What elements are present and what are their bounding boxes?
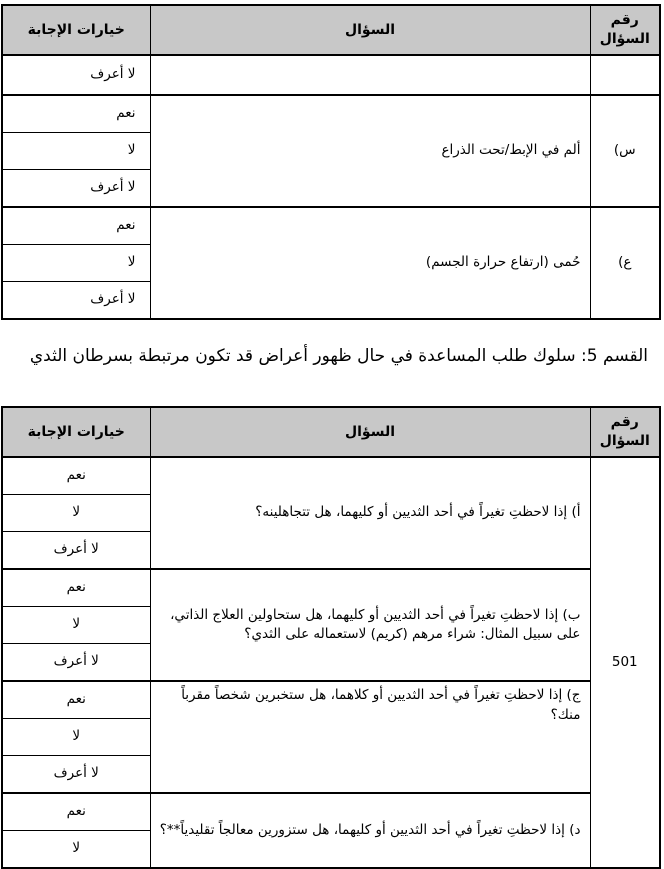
table-row [2,569,660,607]
answer-cell: نعم [2,681,150,719]
answer-cell: لا [2,245,150,282]
answer-cell: لا [2,133,150,170]
table-row [2,55,660,95]
question-cell: ألم في الإبط/تحت الذراع [150,95,590,207]
answer-cell: نعم [2,457,150,495]
question-cell: حُمى (ارتفاع حرارة الجسم) [150,207,590,319]
header-cell-question: السؤال [150,407,590,457]
table-row [2,457,660,495]
answer-cell: لا [2,831,150,869]
answer-cell: لا [2,495,150,532]
answer-cell: لا أعرف [2,532,150,570]
table-header-row [2,407,660,457]
answer-cell: لا أعرف [2,644,150,682]
answer-cell: لا أعرف [2,282,150,320]
answer-cell: لا [2,607,150,644]
symptoms-table [1,4,661,320]
header-cell-question-number: رقم السؤال [590,5,660,55]
table-header-row [2,5,660,55]
answer-cell: لا أعرف [2,170,150,208]
answer-cell: لا [2,719,150,756]
header-cell-question-number: رقم السؤال [590,407,660,457]
header-cell-question: السؤال [150,5,590,55]
question-cell: أ) إذا لاحظتِ تغيراً في أحد الثديين أو كليهما، هل تتجاهلينه؟ [150,457,590,569]
question-cell: ج) إذا لاحظتِ تغيراً في أحد الثديين أو كلاهما، هل ستخبرين شخصاً مقرباً منك؟ [150,681,590,793]
question-cell: ب) إذا لاحظتِ تغيراً في أحد الثديين أو كليهما، هل ستحاولين العلاج الذاتي، على سبيل المثال: شراء مرهم (كريم) لاستعماله على الثدي؟ [150,569,590,681]
answer-cell: نعم [2,569,150,607]
table-row [2,681,660,719]
question-cell [150,55,590,95]
section-title: القسم 5: سلوك طلب المساعدة في حال ظهور أعراض قد تكون مرتبطة بسرطان الثدي [29,346,648,366]
answer-cell: لا أعرف [2,55,150,95]
answer-cell: نعم [2,95,150,133]
table-row [2,207,660,245]
header-cell-answer-options: خيارات الإجابة [2,5,150,55]
question-number-cell: س) [590,95,660,207]
table-row [2,793,660,831]
header-cell-answer-options: خيارات الإجابة [2,407,150,457]
question-number-cell: 501 [590,457,660,868]
question-number-cell [590,55,660,95]
question-number-cell: ع) [590,207,660,319]
answer-cell: نعم [2,207,150,245]
help-seeking-table [1,406,661,869]
answer-cell: نعم [2,793,150,831]
table-row [2,95,660,133]
question-cell: د) إذا لاحظتِ تغيراً في أحد الثديين أو كليهما، هل ستزورين معالجاً تقليدياً**؟ [150,793,590,868]
answer-cell: لا أعرف [2,756,150,794]
